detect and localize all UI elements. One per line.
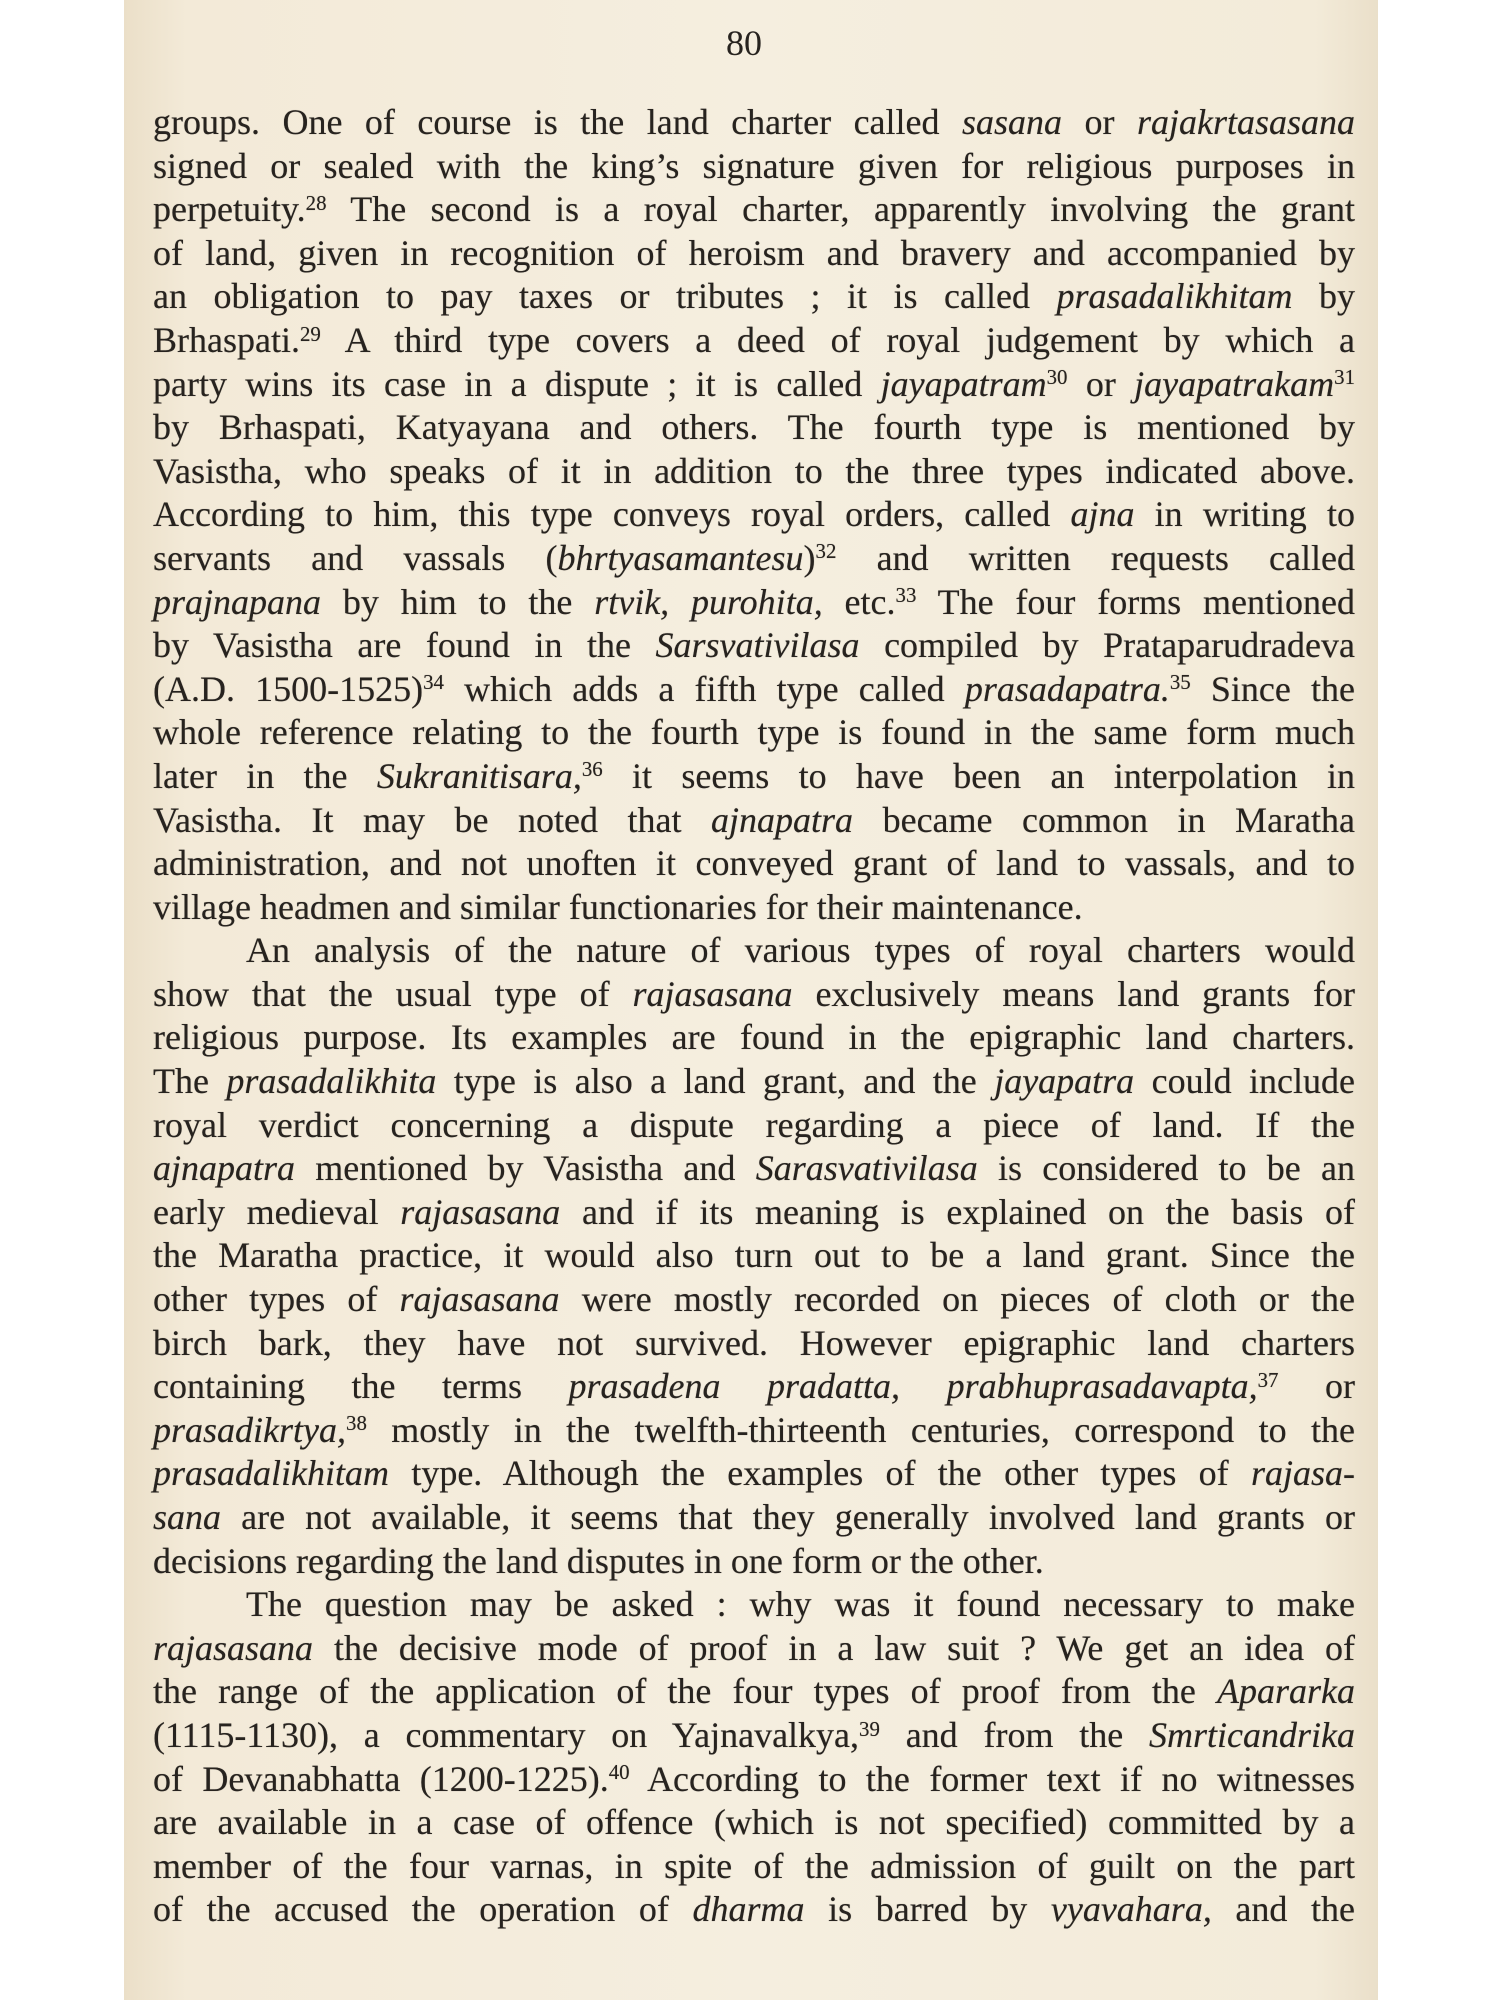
- text-run: of the accused the operation of: [153, 1889, 693, 1930]
- italic-term: Apararka: [1217, 1671, 1355, 1712]
- text-line: [153, 1322, 1355, 1366]
- text-line: [153, 1627, 1355, 1671]
- italic-term: Sarsvativilasa: [655, 625, 860, 666]
- text-line: [153, 1016, 1355, 1060]
- text-run: groups. One of course is the land charter called: [153, 102, 962, 142]
- italic-term: prasadikrtya,: [153, 1409, 346, 1450]
- text-run: which adds a fifth type called: [443, 668, 965, 709]
- text-run: The second is a royal charter, apparently involving the grant: [326, 189, 1355, 230]
- italic-term: prajnapana: [153, 581, 322, 622]
- italic-term: prasadapatra.: [964, 668, 1170, 709]
- text-run: signed or sealed with the king’s signature given for religious purposes in: [153, 145, 1355, 186]
- text-line: [153, 581, 1355, 625]
- text-line: [153, 755, 1355, 799]
- italic-term: rtvik, purohita,: [594, 581, 823, 622]
- text-line: [153, 363, 1355, 407]
- italic-term: rajasa-: [1250, 1453, 1355, 1494]
- text-run: early medieval: [153, 1191, 401, 1232]
- text-line: [153, 1583, 1355, 1627]
- text-run: mentioned by Vasistha and: [295, 1148, 756, 1189]
- text-run: containing the terms: [153, 1366, 569, 1407]
- text-run: mostly in the twelfth-thirteenth centuries, correspond to the: [366, 1409, 1355, 1450]
- text-run: the Maratha practice, it would also turn out to be a land grant. Since the: [153, 1235, 1355, 1276]
- text-run: perpetuity.: [153, 189, 306, 230]
- text-run: etc.: [822, 581, 896, 622]
- text-run: an obligation to pay taxes or tributes ; it is called: [153, 276, 1057, 317]
- text-run: or: [1067, 363, 1135, 404]
- text-line: [153, 188, 1355, 232]
- text-run: show that the usual type of: [153, 973, 633, 1014]
- text-run: According to the former text if no witnesses: [629, 1758, 1355, 1799]
- footnote-ref: 35: [1169, 670, 1191, 695]
- text-run: (1115-1130), a commentary on Yajnavalkya,: [153, 1714, 860, 1755]
- footnote-ref: 30: [1046, 365, 1068, 390]
- text-run: servants and vassals (: [153, 537, 558, 578]
- text-run: administration, and not unoften it conveyed grant of land to vassals, and to: [153, 843, 1355, 884]
- text-run: by him to the: [321, 581, 595, 622]
- text-line: [153, 799, 1355, 843]
- text-run: could include: [1134, 1061, 1355, 1102]
- text-run: other types of: [153, 1279, 400, 1320]
- text-run: the range of the application of the four types of proof from the: [153, 1671, 1217, 1712]
- text-run: and from the: [879, 1714, 1150, 1755]
- text-run: The: [153, 1061, 227, 1102]
- footnote-ref: 39: [859, 1716, 880, 1741]
- text-run: it seems to have been an interpolation in: [602, 755, 1355, 796]
- text-run: According to him, this type conveys royal orders, called: [153, 494, 1071, 535]
- footnote-ref: 31: [1334, 365, 1355, 390]
- italic-term: vyavahara,: [1050, 1889, 1212, 1930]
- italic-term: sana: [153, 1497, 222, 1537]
- italic-term: rajakrtasasana: [1136, 102, 1355, 142]
- text-run: became common in Maratha: [853, 799, 1355, 840]
- text-run: type. Although the examples of the other types of: [389, 1453, 1251, 1494]
- text-run: the decisive mode of proof in a law suit ? We get an idea of: [313, 1627, 1355, 1668]
- text-line: [153, 1104, 1355, 1148]
- footnote-ref: 29: [299, 321, 321, 346]
- footnote-ref: 34: [423, 670, 444, 695]
- text-run: ): [803, 537, 816, 578]
- text-line: [153, 668, 1355, 712]
- text-line: [153, 1147, 1355, 1191]
- italic-term: prasadalikhita: [226, 1061, 437, 1102]
- page-number: 80: [726, 23, 762, 63]
- text-run: Vasistha. It may be noted that: [153, 799, 712, 840]
- text-run: royal verdict concerning a dispute regarding a piece of land. If the: [153, 1104, 1355, 1145]
- text-run: party wins its case in a dispute ; it is called: [153, 363, 881, 404]
- paragraph: [153, 101, 1355, 929]
- text-line: [153, 929, 1355, 973]
- text-line: [153, 1714, 1355, 1758]
- footnote-ref: 32: [815, 539, 837, 564]
- text-run: (A.D. 1500-1525): [153, 668, 424, 709]
- paragraph: [153, 1583, 1355, 1932]
- footnote-ref: 37: [1257, 1367, 1279, 1392]
- text-line: [153, 1234, 1355, 1278]
- text-run: village headmen and similar functionaries for their maintenance.: [153, 886, 1083, 927]
- italic-term: prasadena pradatta, prabhuprasadavapta,: [568, 1366, 1258, 1407]
- text-run: and the: [1211, 1889, 1356, 1930]
- text-line: [153, 624, 1355, 668]
- italic-term: rajasasana: [153, 1627, 314, 1668]
- italic-term: prasadalikhitam: [153, 1453, 390, 1494]
- body-text: [153, 101, 1355, 1932]
- text-run: compiled by Prataparudradeva: [859, 625, 1355, 666]
- italic-term: rajasasana: [399, 1279, 560, 1320]
- text-line: [153, 101, 1355, 145]
- text-line: [153, 1758, 1355, 1802]
- book-page: [124, 0, 1378, 2000]
- text-line: [153, 1191, 1355, 1235]
- text-run: A third type covers a deed of royal judgement by which a: [320, 319, 1355, 360]
- text-run: and written requests called: [836, 537, 1355, 578]
- text-run: were mostly recorded on pieces of cloth or the: [559, 1279, 1355, 1320]
- text-run: is considered to be an: [977, 1148, 1356, 1189]
- text-line: [153, 1670, 1355, 1714]
- text-line: [153, 973, 1355, 1017]
- text-line: [153, 1452, 1355, 1496]
- text-run: is barred by: [804, 1889, 1051, 1930]
- text-run: of land, given in recognition of heroism and bravery and accompanied by: [153, 232, 1355, 273]
- text-run: exclusively means land grants for: [792, 973, 1355, 1014]
- text-line: [153, 1801, 1355, 1845]
- text-run: decisions regarding the land disputes in one form or the other.: [153, 1540, 1044, 1581]
- text-line: [153, 1409, 1355, 1453]
- text-line: [153, 711, 1355, 755]
- footnote-ref: 38: [346, 1411, 367, 1436]
- text-run: Since the: [1190, 668, 1355, 709]
- text-run: An analysis of the nature of various types of royal charters would: [246, 930, 1355, 971]
- text-line: [153, 537, 1355, 581]
- text-line: [153, 1060, 1355, 1104]
- text-run: are available in a case of offence (which is not specified) committed by a: [153, 1802, 1355, 1843]
- italic-term: rajasasana: [632, 973, 793, 1014]
- italic-term: jayapatra: [994, 1061, 1135, 1102]
- italic-term: ajnapatra: [711, 799, 854, 840]
- text-line: [153, 1496, 1355, 1540]
- text-run: or: [1278, 1366, 1355, 1407]
- text-run: Brhaspati.: [153, 319, 300, 360]
- text-run: or: [1062, 102, 1137, 142]
- footnote-ref: 40: [608, 1760, 630, 1785]
- footnote-ref: 28: [305, 190, 327, 215]
- text-run: The question may be asked : why was it found necessary to make: [246, 1584, 1355, 1625]
- italic-term: dharma: [692, 1889, 805, 1930]
- footnote-ref: 33: [895, 583, 917, 608]
- text-line: [153, 232, 1355, 276]
- text-line: [153, 406, 1355, 450]
- italic-term: rajasasana: [400, 1191, 561, 1232]
- text-run: of Devanabhatta (1200-1225).: [153, 1758, 609, 1799]
- text-run: birch bark, they have not survived. However epigraphic land charters: [153, 1322, 1355, 1363]
- text-line: [153, 842, 1355, 886]
- text-line: [153, 1365, 1355, 1409]
- italic-term: Sarasvativilasa: [755, 1148, 978, 1189]
- italic-term: Smrticandrika: [1149, 1714, 1356, 1755]
- italic-term: sasana: [962, 102, 1063, 142]
- text-run: whole reference relating to the fourth type is found in the same form much: [153, 712, 1355, 753]
- text-run: are not available, it seems that they generally involved land grants or: [221, 1497, 1355, 1537]
- text-line: [153, 450, 1355, 494]
- italic-term: jayapatram: [880, 363, 1047, 404]
- text-line: [153, 493, 1355, 537]
- italic-term: Sukranitisara,: [376, 755, 582, 796]
- text-run: by Brhaspati, Katyayana and others. The fourth type is mentioned by: [153, 407, 1355, 448]
- paragraph: [153, 929, 1355, 1583]
- text-line: [153, 275, 1355, 319]
- text-run: later in the: [153, 755, 377, 796]
- text-line: [153, 319, 1355, 363]
- text-run: member of the four varnas, in spite of the admission of guilt on the part: [153, 1845, 1355, 1886]
- text-run: religious purpose. Its examples are found in the epigraphic land charters.: [153, 1017, 1355, 1058]
- italic-term: ajna: [1070, 494, 1135, 535]
- text-line: [153, 145, 1355, 189]
- text-run: Vasistha, who speaks of it in addition to the three types indicated above.: [153, 450, 1355, 491]
- text-run: by Vasistha are found in the: [153, 625, 656, 666]
- text-line: [153, 1278, 1355, 1322]
- italic-term: prasadalikhitam: [1056, 276, 1293, 317]
- text-line: [153, 1888, 1355, 1932]
- italic-term: jayapatrakam: [1134, 363, 1335, 404]
- text-run: by: [1292, 276, 1356, 317]
- italic-term: ajnapatra: [153, 1148, 296, 1189]
- text-run: The four forms mentioned: [916, 581, 1355, 622]
- text-run: in writing to: [1134, 494, 1355, 535]
- text-run: type is also a land grant, and the: [436, 1061, 995, 1102]
- italic-term: bhrtyasamantesu: [557, 537, 804, 578]
- footnote-ref: 36: [581, 757, 603, 782]
- text-run: and if its meaning is explained on the basis of: [560, 1191, 1355, 1232]
- text-line: [153, 1845, 1355, 1889]
- text-line: [153, 1540, 1355, 1584]
- text-line: [153, 886, 1355, 930]
